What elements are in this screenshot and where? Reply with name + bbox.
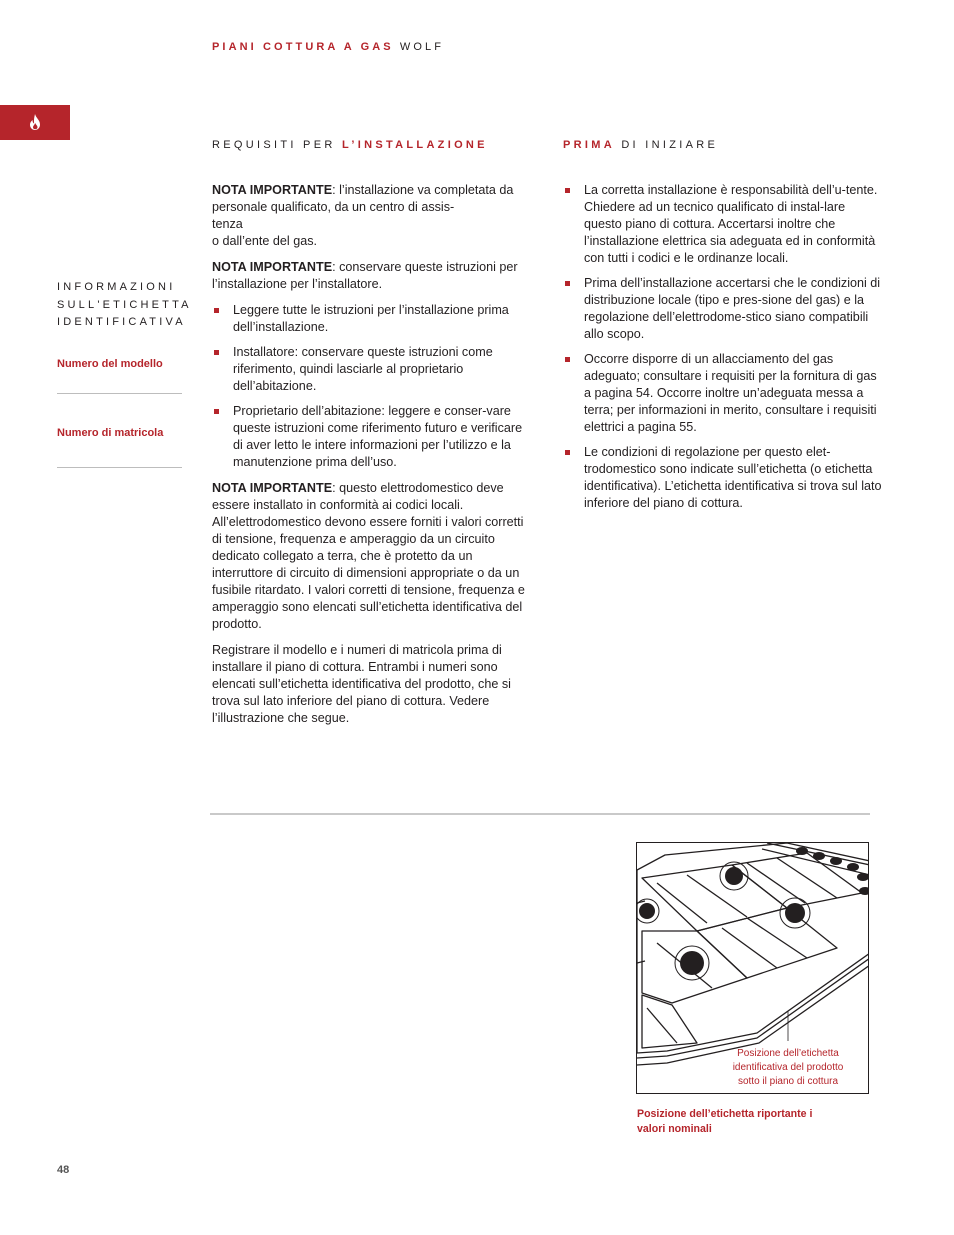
note-label: NOTA IMPORTANTE — [212, 183, 333, 197]
list-item: Installatore: conservare queste istruzioni come riferimento, quindi lasciarle al proprietario dell’abitazione. — [212, 344, 534, 395]
header-brand: PIANI COTTURA A GAS — [212, 41, 394, 53]
page-number: 48 — [57, 1164, 70, 1176]
list-item: Proprietario dell’abitazione: leggere e conser-vare queste istruzioni come riferimento futuro e verificare di aver letto le intere informazioni per l’utilizzo e la manutenzione prima dell’uso. — [212, 403, 534, 471]
title-bold: PRIMA — [563, 139, 615, 151]
field-serial-number: Numero di matricola — [57, 427, 164, 439]
note-3 — [212, 480, 534, 633]
sidebar-title-line: IDENTIFICATIVA — [57, 316, 186, 328]
note-1 — [212, 182, 534, 250]
note-label: NOTA IMPORTANTE — [212, 481, 333, 495]
section-divider — [210, 813, 870, 815]
section-title-before-start — [563, 139, 718, 151]
field-model-number: Numero del modello — [57, 358, 163, 370]
serial-number-line — [57, 467, 182, 468]
running-header — [212, 41, 444, 53]
section-tab — [0, 105, 70, 140]
note-text: o dall’ente del gas. — [212, 234, 318, 248]
note-label: NOTA IMPORTANTE — [212, 260, 333, 274]
list-item: Prima dell’installazione accertarsi che le condizioni di distribuzione locale (tipo e pres-sione del gas) e la regolazione dell’elettrodome-stico siano compatibili allo scopo. — [563, 275, 883, 343]
sidebar-title-line: INFORMAZIONI — [57, 281, 176, 293]
requirements-list — [212, 302, 534, 471]
note-text: : questo elettrodomestico deve essere installato in conformità ai codici locali. All’elettrodomestico devono essere forniti i valori corretti di tensione, frequenza e amperaggio da un circuito dedicato collegato a terra, che è protetto da un interruttore di circuito di dimensioni appropriate o da un fusibile ritardato. I valori corretti di tensione, frequenza e amperaggio sono elencati sull’etichetta identificativa del prodotto. — [212, 481, 525, 631]
list-item: Leggere tutte le istruzioni per l’installazione prima dell’installazione. — [212, 302, 534, 336]
callout-line: sotto il piano di cottura — [737, 1076, 839, 1087]
title-post: DI INIZIARE — [621, 139, 719, 151]
title-bold: L’INSTALLAZIONE — [341, 139, 488, 151]
label-position-callout — [713, 1047, 863, 1089]
caption-line: valori nominali — [637, 1123, 712, 1135]
list-item: Occorre disporre di un allacciamento del gas adeguato; consultare i requisiti per la fornitura di gas a pagina 54. Occorre inoltre un’adeguata messa a terra; per informazioni in merito, consultare i requisiti elettrici a pagina 55. — [563, 351, 883, 436]
list-item: La corretta installazione è responsabilità dell’u-tente. Chiedere ad un tecnico qualificato di instal-lare questo piano di cottura. Accertarsi inoltre che l’installazione elettrica sia adeguata ed in conformità con tutti i codici e le ordinanze locali. — [563, 182, 883, 267]
sidebar-title — [57, 279, 192, 332]
before-start-list — [563, 182, 883, 512]
title-pre: REQUISITI PER — [212, 139, 336, 151]
list-item: Le condizioni di regolazione per questo elet-trodomestico sono indicate sull’etichetta (o etichetta identificativa). L’etichetta identificativa si trova sul lato inferiore del piano di cottura. — [563, 444, 883, 512]
sidebar-title-line: SULL'ETICHETTA — [57, 298, 192, 311]
requirements-body — [212, 182, 534, 736]
before-start-body — [563, 182, 883, 521]
callout-line: Posizione dell’etichetta — [737, 1048, 839, 1059]
figure-caption — [637, 1107, 852, 1137]
model-number-line — [57, 393, 182, 394]
note-text: : conservare queste istruzioni per l’installazione per l’installatore. — [212, 260, 518, 291]
header-suffix: WOLF — [399, 41, 445, 53]
note-2 — [212, 259, 534, 293]
note-text: : l’installazione va completata da personale qualificato, da un centro di assis- — [212, 183, 514, 214]
caption-line: Posizione dell’etichetta riportante i — [637, 1108, 813, 1120]
note-text: tenza — [212, 217, 243, 231]
section-title-requirements — [212, 139, 488, 151]
callout-line: identificativa del prodotto — [732, 1062, 844, 1073]
flame-icon — [28, 113, 42, 131]
record-numbers-paragraph: Registrare il modello e i numeri di matricola prima di installare il piano di cottura. Entrambi i numeri sono elencati sull’etichetta identificativa del prodotto, che si trova sul lato inferiore del piano di cottura. Vedere l’illustrazione che segue. — [212, 643, 511, 725]
